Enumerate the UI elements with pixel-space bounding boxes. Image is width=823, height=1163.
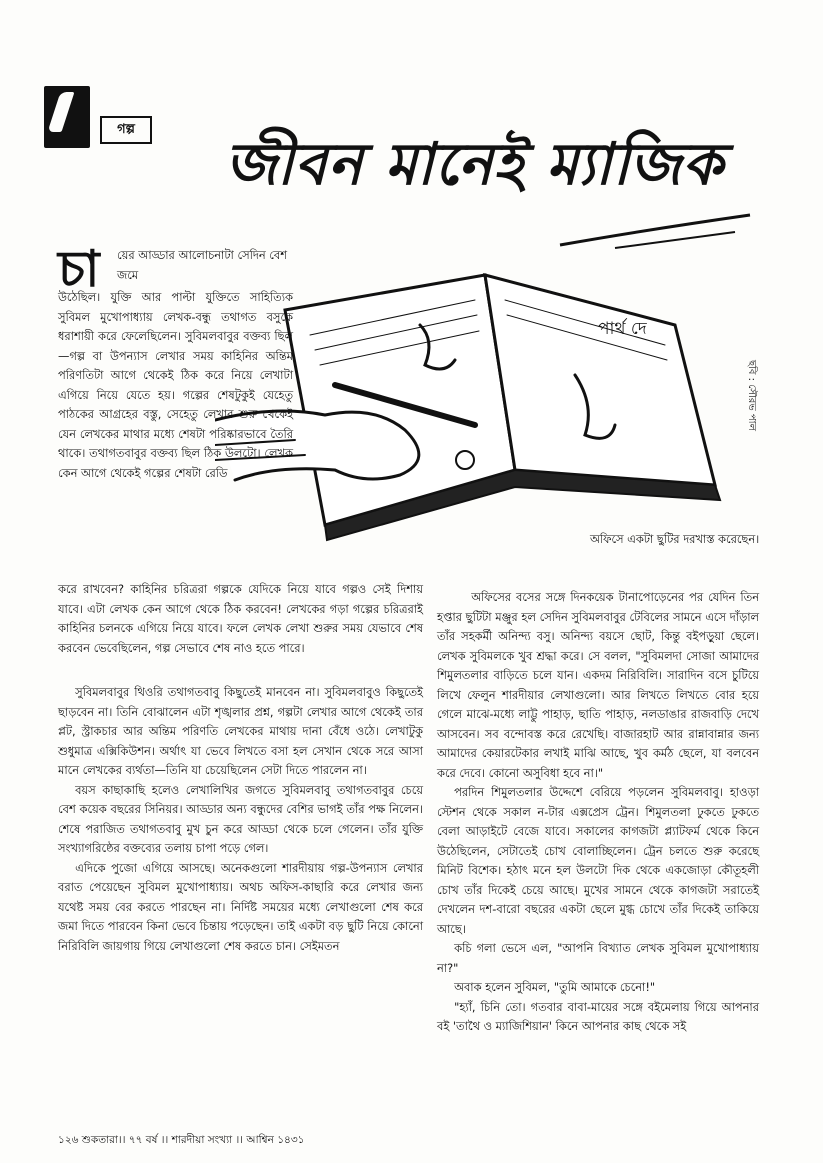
paragraph: "হ্যাঁ, চিনি তো। গতবার বাবা-মায়ের সঙ্গে বইমেলায় গিয়ে আপনার বই 'তাথৈ ও ম্যাজিশিয়ান' কিনে আপনার কাছ থেকে সই: [437, 999, 759, 1033]
paragraph: বয়স কাছাকাছি হলেও লেখালিখির জগতে সুবিমলবাবু তথাগতবাবুর চেয়ে বেশ কয়েক বছরের সিনিয়র। আড্ডার অন্য বন্ধুদের বেশির ভাগই তাঁর পক্ষ নিলেন। শেষে পরাজিত তথাগতবাবু মুখ চুন করে আড্ডা থেকে চলে গেলেন। তাঁর যুক্তি সংখ্যাগরিষ্ঠের বক্তব্যের তলায় চাপা পড়ে গেল।: [58, 782, 423, 855]
right-column-opening: অফিসে একটা ছুটির দরখাস্ত করেছেন।: [590, 532, 760, 546]
illustration-credit: ছবি : সৌরভ পাল: [746, 360, 757, 432]
lead-fragment: য়ের আড্ডার আলোচনাটা সেদিন বেশ জমে: [117, 248, 287, 282]
paragraph: সুবিমলবাবুর থিওরি তথাগতবাবু কিছুতেই মানবেন না। সুবিমলবাবুও কিছুতেই ছাড়বেন না। তিনি বোঝালেন এটা শৃঙ্খলার প্রশ্ন, গল্পটা লেখার আগে থেকেই তার প্লট, স্ট্রাকচার আর অন্তিম পরিণতি লেখকের মাথায় দানা বেঁধে ওঠে। লেখাটুকু শুধুমাত্র এক্সিকিউশন। অর্থাৎ যা ভেবে লিখতে বসা হল সেখান থেকে সরে আসা মানে লেখকের ব্যর্থতা—তিনি যা চেয়েছিলেন সেটা দিতে পারলেন না।: [58, 685, 423, 777]
section-tag: গল্প: [100, 116, 152, 144]
left-column-continuation: করে রাখবেন? কাহিনির চরিত্ররা গল্পকে যেদিকে নিয়ে যাবে গল্পও সেই দিশায় যাবে। এটা লেখক কেন আগে থেকে ঠিক করবেন! লেখকের গড়া গল্পের চরিত্ররাই কাহিনির চলনকে এগিয়ে নিয়ে যাবে। ফলে লেখক লেখা শুরুর সময় যেভাবে শেষ করবেন ভেবেছিলেন, গল্প সেভাবে শেষ নাও হতে পারে।: [58, 582, 423, 655]
right-paragraphs: [437, 588, 759, 1037]
title-swash-icon: [555, 210, 755, 250]
paragraph: পরদিন শিমুলতলার উদ্দেশে বেরিয়ে পড়লেন সুবিমলবাবু। হাওড়া স্টেশন থেকে সকাল ন-টার এক্সপ্রেস ট্রেন। শিমুলতলা ঢুকতে ঢুকতে বেলা আড়াইটে বেজে যাবে। সকালের কাগজটা প্ল্যাটফর্ম থেকে কিনে উঠেছিলেন, সেটাতেই চোখ বোলাচ্ছিলেন। ট্রেন চলতে শুরু করেছে মিনিট বিশেক। হঠাৎ মনে হল উলটো দিক থেকে একজোড়া কৌতূহলী চোখ তাঁর দিকেই চেয়ে আছে। মুখের সামনে থেকে কাগজটা সরাতেই দেখলেন দশ-বারো বছরের একটা ছেলে মুগ্ধ চোখে তাঁর দিকেই তাকিয়ে আছে।: [437, 785, 759, 936]
page-footer: ১২৬ শুকতারা।। ৭৭ বর্ষ ।। শারদীয়া সংখ্যা ।। আশ্বিন ১৪৩১: [58, 1134, 305, 1146]
book-writing-illustration: [215, 255, 735, 545]
paragraph: অবাক হলেন সুবিমল, "তুমি আমাকে চেনো!": [454, 980, 656, 994]
drop-cap: চা: [58, 239, 100, 298]
paragraph: কচি গলা ভেসে এল, "আপনি বিখ্যাত লেখক সুবিমল মুখোপাধ্যায় না?": [437, 941, 759, 975]
paragraph: অফিসের বসের সঙ্গে দিনকয়েক টানাপোড়েনের পর যেদিন তিন হপ্তার ছুটিটা মঞ্জুর হল সেদিন সুবিমলবাবুর টেবিলের সামনে এসে দাঁড়াল তাঁর সহকর্মী অনিন্দ্য বসু। অনিন্দ্য বয়সে ছোট, কিন্তু বইপড়ুয়া ছেলে। লেখক সুবিমলকে খুব শ্রদ্ধা করে। সে বলল, "সুবিমলদা সোজা আমাদের শিমুলতলার বাড়িতে চলে যান। একদম নিরিবিলি। সারাদিন বসে চুটিয়ে লিখে ফেলুন শারদীয়ার লেখাগুলো। আর লিখতে লিখতে বোর হয়ে গেলে মাঝে-মধ্যে লাট্টু পাহাড়, ছাতি পাহাড়, নলডাঙার রাজবাড়ি দেখে আসবেন। সব বন্দোবস্ত করে রেখেছি। বাজারহাট আর রান্নাবান্নার জন্য আমাদের কেয়ারটেকার লখাই মাঝি আছে, খুব কর্মঠ ছেলে, যা বলবেন করে দেবে। কোনো অসুবিধা হবে না।": [437, 590, 759, 780]
section-logo-icon: [44, 86, 90, 148]
story-title: জীবন মানেই ম্যাজিক: [225, 130, 724, 198]
author-name: পার্থ দে: [598, 319, 647, 339]
paragraph: এদিকে পুজো এগিয়ে আসছে। অনেকগুলো শারদীয়ায় গল্প-উপন্যাস লেখার বরাত পেয়েছেন সুবিমল মুখোপাধ্যায়। অথচ অফিস-কাছারি করে লেখার জন্য যথেষ্ট সময় বের করতে পারছেন না। নির্দিষ্ট সময়ের মধ্যে লেখাগুলো শেষ করে জমা দিতে পারবেন কিনা ভেবে চিন্তায় পড়েছেন। তাই একটা বড় ছুটি নিয়ে কোনো নিরিবিলি জায়গায় গিয়ে লেখাগুলো শেষ করতে চান। সেইমতন: [58, 860, 423, 953]
left-column-opening: উঠেছিল। যুক্তি আর পাল্টা যুক্তিতে সাহিত্যিক সুবিমল মুখোপাধ্যায় লেখক-বন্ধু তথাগত বসুকে ধরাশায়ী করে ফেলেছিলেন। সুবিমলবাবুর বক্তব্য ছিল—গল্প বা উপন্যাস লেখার সময় কাহিনির অন্তিম পরিণতিটা আগে থেকেই ঠিক করে নিয়ে লেখাটা এগিয়ে নিয়ে যেতে হয়। গল্পের শেষটুকুই যেহেতু পাঠকের আগ্রহের বস্তু, সেহেতু লেখার শুরু থেকেই যেন লেখকের মাথার মধ্যে শেষটা পরিষ্কারভাবে তৈরি থাকে। তথাগতবাবুর বক্তব্য ছিল ঠিক উলটো। লেখক কেন আগে থেকেই গল্পের শেষটা রেডি: [58, 290, 293, 480]
left-paragraphs: [58, 683, 423, 956]
